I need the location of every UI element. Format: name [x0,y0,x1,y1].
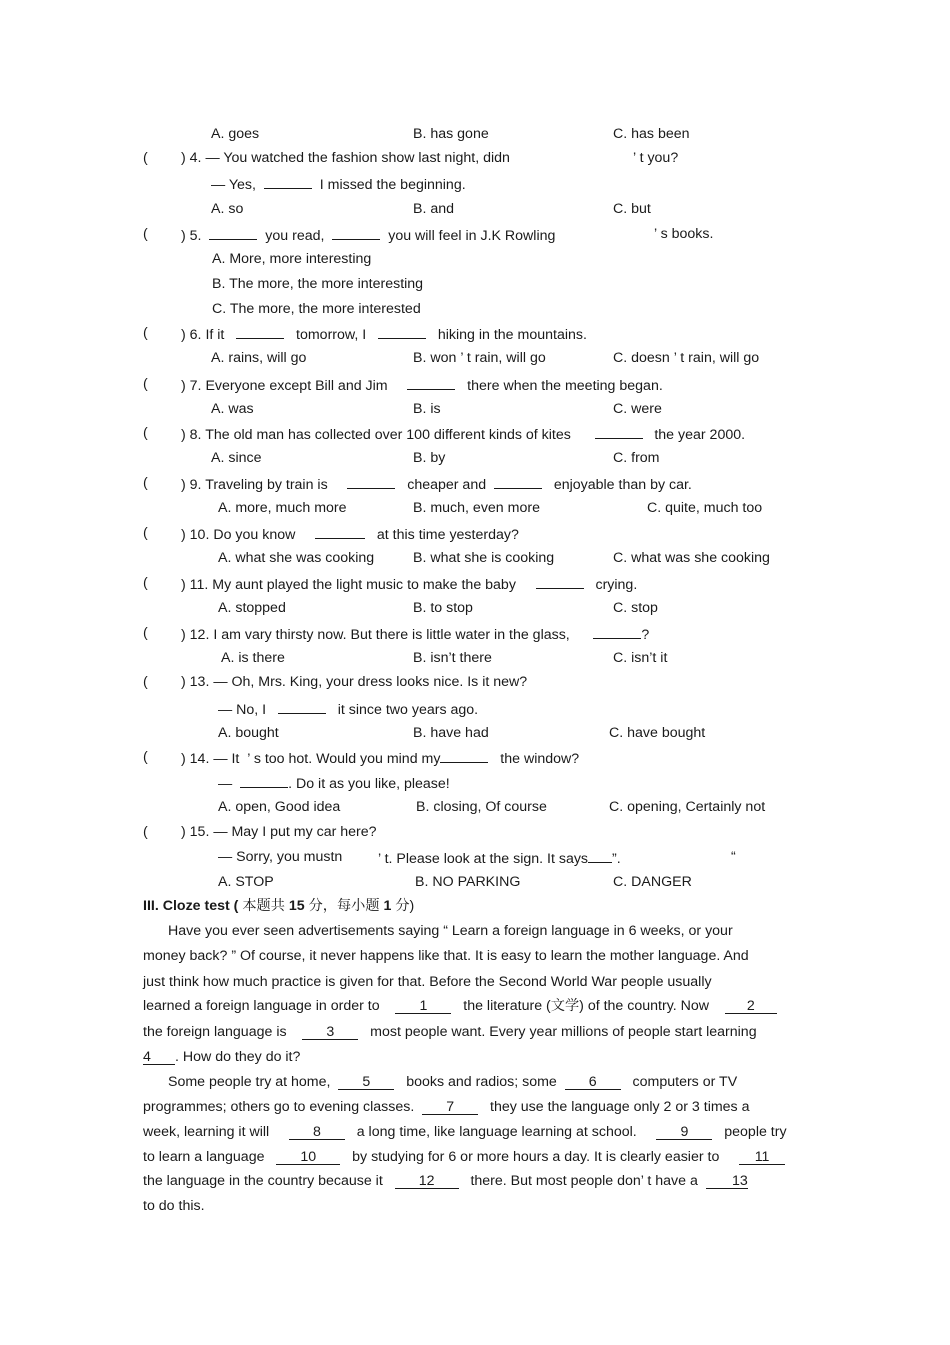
question-stem-tail: enjoyable than by car. [553,477,692,493]
question-10 [181,524,519,544]
cloze-blank: 10 [276,1150,340,1165]
option-b: B. by [413,450,446,466]
question-stem: Traveling by train is [205,477,328,493]
question-reply [218,699,478,719]
section-note: 分，每小题 [308,898,380,914]
cloze-text: to learn a language [143,1149,265,1165]
option-c: C. isn’t it [613,650,668,666]
cloze-text: the literature (文学) of the country. Now [463,998,709,1014]
answer-blank [440,748,488,763]
question-14 [181,748,579,768]
cloze-text: computers or TV [632,1074,738,1090]
option-c: C. from [613,450,660,466]
cloze-text: by studying for 6 or more hours a day. It is clearly easier to [352,1149,720,1165]
cloze-blank: 4 [143,1050,175,1065]
question-4 [181,149,510,167]
cloze-line [143,1172,748,1190]
question-stem: cheaper and [407,477,487,493]
answer-paren: ( [143,824,148,840]
option-c: C. has been [613,126,690,142]
cloze-blank: 5 [338,1075,394,1090]
cloze-blank: 2 [725,999,777,1014]
question-12 [181,624,649,644]
cloze-blank: 9 [656,1125,712,1140]
cloze-text: most people want. Every year millions of people start learning [370,1024,757,1040]
option-a: A. STOP [218,874,274,890]
option-b: B. to stop [413,600,473,616]
section-note: 本题共 [242,898,285,914]
question-stem: — Oh, Mrs. King, your dress looks nice. Is it new? [213,674,528,690]
question-stem-tail: crying. [595,577,638,593]
option-a: A. More, more interesting [212,251,372,267]
option-c: C. have bought [609,725,706,741]
option-b: B. what she is cooking [413,550,555,566]
reply-tail: it since two years ago. [337,702,479,718]
answer-paren: ( [143,525,148,541]
answer-paren: ( [143,625,148,641]
cloze-line: money back? ” Of course, it never happens like that. It is easy to learn the mother language. And [143,948,749,964]
option-c: C. opening, Certainly not [609,799,766,815]
cloze-blank: 7 [422,1100,478,1115]
answer-blank [378,324,426,339]
question-number: ) 9. [181,477,202,493]
question-stem-tail: there when the meeting began. [467,378,663,394]
question-number: ) 4. [181,150,202,166]
reply-tail: I missed the beginning. [319,177,466,193]
answer-paren: ( [143,226,148,242]
answer-blank [536,574,584,589]
reply-text: ’ t. Please look at the sign. It says [378,851,589,867]
answer-paren: ( [143,325,148,341]
answer-blank [588,848,612,863]
cloze-blank: 1 [395,999,451,1014]
answer-paren: ( [143,425,148,441]
question-number: ) 14. [181,751,210,767]
question-stem: I am vary thirsty now. But there is little water in the glass, [213,627,570,643]
cloze-text: the language in the country because it [143,1173,383,1189]
answer-blank [494,474,542,489]
question-number: ) 15. [181,824,210,840]
cloze-blank: 8 [289,1125,345,1140]
cloze-line: to do this. [143,1198,205,1214]
cloze-text: people try [724,1124,787,1140]
question-15 [181,823,377,841]
question-number: ) 6. [181,327,202,343]
question-stem: tomorrow, I [296,327,367,343]
option-a: A. since [211,450,262,466]
question-stem: — You watched the fashion show last night, didn [205,150,510,166]
question-stem: If it [205,327,225,343]
cloze-line: Have you ever seen advertisements saying “ Learn a foreign language in 6 weeks, or your [168,923,733,939]
answer-paren: ( [143,674,148,690]
question-number: ) 10. [181,527,210,543]
option-a: A. more, much more [218,500,347,516]
question-13 [181,673,527,691]
option-c: C. but [613,201,651,217]
question-number: ) 8. [181,427,202,443]
section-points: 1 [383,898,392,914]
answer-paren: ( [143,475,148,491]
question-stem: ’ s too hot. Would you mind my [247,751,441,767]
cloze-text: books and radios; some [406,1074,557,1090]
answer-blank [278,699,326,714]
cloze-line [143,1023,757,1041]
answer-blank [264,174,312,189]
cloze-text: a long time, like language learning at school. [356,1124,637,1140]
cloze-text: have a [655,1173,698,1189]
answer-blank [332,225,380,240]
question-reply [218,773,450,793]
question-stem: The old man has collected over 100 different kinds of kites [205,427,571,443]
question-reply [378,848,621,868]
answer-blank [407,375,455,390]
cloze-text: they use the language only 2 or 3 times a [490,1099,750,1115]
question-number: ) 12. [181,627,210,643]
option-b: B. is [413,401,441,417]
reply-text: — No, I [218,702,267,718]
question-reply: — Sorry, you mustn [218,849,343,865]
answer-blank [595,424,643,439]
cloze-text: learned a foreign language in order to [143,998,380,1014]
option-a: A. bought [218,725,279,741]
cloze-line [143,997,777,1015]
question-stem: you read, [265,228,325,244]
cloze-line [143,1098,749,1116]
cloze-blank: 12 [395,1174,459,1189]
question-stem: Everyone except Bill and Jim [205,378,388,394]
reply-text: — Yes, [211,177,256,193]
cloze-text: week, learning it will [143,1124,270,1140]
option-c: C. The more, the more interested [212,301,421,317]
answer-blank [240,773,288,788]
question-stem-tail: ? [641,627,650,643]
cloze-blank: 11 [739,1150,785,1165]
question-9 [181,474,692,494]
answer-blank [593,624,641,639]
question-number: ) 5. [181,228,202,244]
option-c: C. quite, much too [647,500,763,516]
answer-paren: ( [143,749,148,765]
reply-tail: ”. [612,851,621,867]
option-c: C. what was she cooking [613,550,770,566]
cloze-blank: 6 [565,1075,621,1090]
answer-paren: ( [143,376,148,392]
option-b: B. and [413,201,455,217]
option-b: B. has gone [413,126,489,142]
option-b: B. The more, the more interesting [212,276,424,292]
section-note: 分) [395,898,415,914]
question-6 [181,324,587,344]
option-b: B. won ’ t rain, will go [413,350,546,366]
option-c: C. stop [613,600,658,616]
answer-blank [209,225,257,240]
question-number: ) 11. [181,577,209,593]
question-number: ) 13. [181,674,210,690]
section-title: III. Cloze test ( [143,898,239,914]
option-b: B. isn’t there [413,650,492,666]
option-a: A. was [211,401,254,417]
question-stem-tail: ’ t you? [633,150,679,166]
question-11 [181,574,637,594]
option-b: B. have had [413,725,489,741]
cloze-blank: 13 [706,1174,748,1189]
option-c: C. DANGER [613,874,692,890]
answer-blank [315,524,365,539]
question-stem: you will feel in J.K Rowling [388,228,556,244]
option-b: B. NO PARKING [415,874,521,890]
cloze-line [143,1048,300,1066]
quote-mark: “ [731,849,736,865]
question-reply [211,174,466,194]
reply-text: — [218,776,233,792]
question-8 [181,424,745,444]
answer-paren: ( [143,150,148,166]
question-stem: Do you know [213,527,296,543]
question-stem-tail: ’ s books. [654,226,714,242]
cloze-text: Some people try at home, [168,1074,331,1090]
answer-blank [236,324,284,339]
cloze-line [168,1073,737,1091]
option-a: A. rains, will go [211,350,307,366]
option-b: B. closing, Of course [416,799,547,815]
option-c: C. were [613,401,662,417]
question-number: ) 7. [181,378,202,394]
cloze-text: . How do they do it? [175,1049,301,1065]
option-a: A. so [211,201,244,217]
reply-tail: . Do it as you like, please! [288,776,450,792]
question-stem: — May I put my car here? [213,824,377,840]
option-a: A. open, Good idea [218,799,341,815]
question-stem-tail: at this time yesterday? [376,527,519,543]
section-points: 15 [288,898,305,914]
cloze-line [143,1148,785,1166]
question-7 [181,375,663,395]
option-b: B. much, even more [413,500,540,516]
cloze-line [143,1123,787,1141]
question-stem-tail: hiking in the mountains. [437,327,587,343]
option-a: A. is there [221,650,285,666]
answer-paren: ( [143,575,148,591]
cloze-line: just think how much practice is given for that. Before the Second World War people usually [143,974,712,990]
question-stem: My aunt played the light music to make the baby [212,577,516,593]
option-a: A. what she was cooking [218,550,375,566]
answer-blank [347,474,395,489]
question-5 [181,225,555,245]
question-stem-tail: the year 2000. [654,427,746,443]
cloze-text: the foreign language is [143,1024,287,1040]
option-a: A. stopped [218,600,286,616]
question-stem-tail: the window? [500,751,580,767]
cloze-blank: 3 [302,1025,358,1040]
section-heading [143,897,414,915]
option-c: C. doesn ’ t rain, will go [613,350,760,366]
cloze-text: there. But most people don’ t [470,1173,652,1189]
cloze-text: programmes; others go to evening classes. [143,1099,415,1115]
question-stem: — It [213,751,240,767]
option-a: A. goes [211,126,260,142]
